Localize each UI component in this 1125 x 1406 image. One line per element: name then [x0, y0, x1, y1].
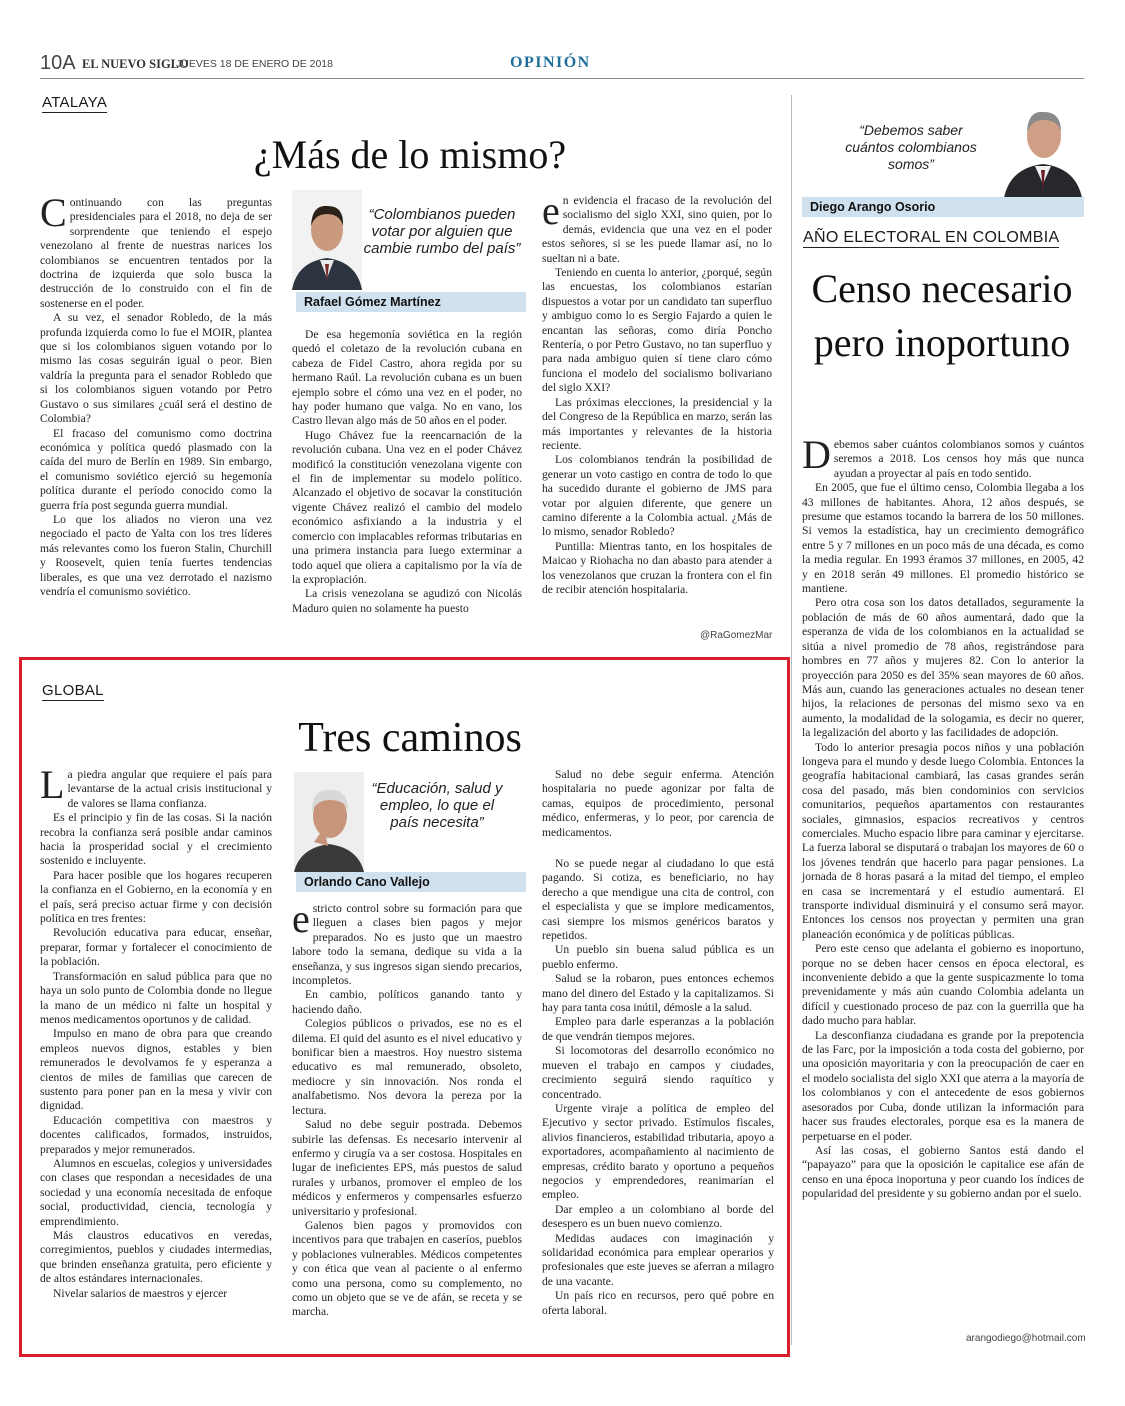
paragraph: Así las cosas, el gobierno Santos está dando el “papayazo” para que la oposición le capitalice ese afán de censo en una época inoportuna y peor cuando los índices de popularidad del presidente y su gobierno andan por el suelo.: [802, 1143, 1084, 1201]
paragraph: En cambio, políticos ganando tanto y haciendo daño.: [292, 988, 522, 1016]
paragraph: Las próximas elecciones, la presidencial y la del Congreso de la República en marzo, serán las más importantes y relevantes de la historia reciente.: [542, 395, 772, 452]
paragraph: Debemos saber cuántos colombianos somos y cuántos seremos a 2018. Los censos hoy más que nunca ayudan a proyectar al país en todo sentido.: [802, 432, 1084, 480]
atalaya-twitter-handle: @RaGomezMar: [700, 630, 773, 641]
atalaya-section-label: ATALAYA: [42, 94, 108, 111]
paragraph: Alumnos en escuelas, colegios y universidades con clases que respondan a necesidades de una sociedad y una economía necesitada de enfoque social, productividad, ciencia, tecnología y emprendimiento.: [40, 1156, 272, 1228]
paragraph: Un país rico en recursos, pero qué pobre en oferta laboral.: [542, 1289, 774, 1317]
paragraph: Puntilla: Mientras tanto, en los hospitales de Maicao y Riohacha no dan abasto para atender a los venezolanos que cruzan la frontera con el fin de recibir atención hospitalaria.: [542, 539, 772, 596]
global-column-2: [292, 896, 522, 1320]
atalaya-column-1: [40, 190, 272, 599]
paragraph: Medidas audaces con imaginación y solidaridad económica para emplear operarios y profesionales que este jueves se aferran a milagro de una vacante.: [542, 1231, 774, 1288]
paragraph: Urgente viraje a política de empleo del Ejecutivo y sector privado. Estímulos fiscales, alivios financieros, estabilidad tributaria, apoyo a exportadores, acompañamiento al nacimiento de empresas, crédito barato y oportuno a pequeños negocios y emprendedores, reanimarían el empleo.: [542, 1101, 774, 1202]
global-pull-quote: “Educación, salud y empleo, lo que el país necesita”: [371, 780, 503, 831]
paragraph: La crisis venezolana se agudizó con Nicolás Maduro quien no solamente ha puesto: [292, 587, 522, 615]
paragraph: La piedra angular que requiere el país para levantarse de la actual crisis institucional y de valores se llama confianza.: [40, 762, 272, 810]
paragraph: En 2005, que fue el último censo, Colombia llegaba a los 43 millones de habitantes. Ahora, 12 años después, se presume que estamos tocando la barrera de los 50 millones. Si vemos la estadística, hay un crecimiento demográfico entre 5 y 7 millones en un poco más de una década, es como la media regular. En 1993 éramos 37 millones, en 2005, 42 y en 2018 serán 49 millones. El promedio histórico se mantiene.: [802, 481, 1084, 596]
paragraph: Colegios públicos o privados, ese no es el dilema. El quid del asunto es el nivel educativo y bonificar bien a maestros. Hoy nuestro sistema educativo es mal remunerado, obsoleto, mediocre y sin innovación. Nos ronda el analfabetismo. Nos devora la pereza por la lectura.: [292, 1017, 522, 1117]
atalaya-column-2: [292, 328, 522, 616]
paragraph: No se puede negar al ciudadano lo que está pagando. Si cotiza, es beneficiario, no hay derecho a que mendigue una cita de control, con el especialista y que se implore medicamentos, casi siempre los mismos genéricos baratos y repetidos.: [542, 857, 774, 943]
author-photo-diego: [1002, 98, 1084, 198]
paragraph: Pero otra cosa son los datos detallados, seguramente la población de más de 60 años aumentará, dado que la esperanza de vida de los colombianos en la actualidad se sitúa a nivel promedio de 78 años, registrándose para hombres en 77 años y mujeres 82. Con lo anterior la proyección para 2050 es del 35% sean mayores de 60 años. Más aun, cuando las generaciones actuales no desean tener hijos, la relaciones de personas del mismo sexo va en aumento, la modalidad de la sologamia, es decir no querer, la legalización del aborto y las facilidades de adopción.: [802, 596, 1084, 740]
paragraph: Impulso en mano de obra para que creando empleos nuevos dignos, estables y bien remunerados le devolvamos fe y esperanza a cientos de miles de familias que carecen de sustento para poner pan en la mesa y vivir con dignidad.: [40, 1027, 272, 1113]
masthead: [40, 50, 1084, 79]
author-photo-orlando: [294, 772, 364, 872]
paragraph: Educación competitiva con maestros y docentes calificados, formados, instruidos, preparados y mejor remunerados.: [40, 1113, 272, 1156]
global-section-label: GLOBAL: [42, 682, 104, 699]
atalaya-author-name: Rafael Gómez Martínez: [296, 292, 526, 312]
paragraph: Nivelar salarios de maestros y ejercer: [53, 1286, 228, 1300]
paragraph: Un pueblo sin buena salud pública es un pueblo enfermo.: [542, 943, 774, 971]
atalaya-pull-quote: “Colombianos pueden votar por alguien que cambie rumbo del país”: [363, 206, 521, 257]
paragraph: en evidencia el fracaso de la revolución del socialismo del siglo XXI, sino quien, por lo demás, evidencia que una vez en el poder estos señores, si se les puede llamar así, no lo sueltan ni a bate.: [542, 188, 772, 265]
global-author-name: Orlando Cano Vallejo: [296, 872, 526, 892]
author-photo-rafael: [292, 190, 362, 290]
global-headline: Tres caminos: [298, 715, 522, 761]
paragraph: A su vez, el senador Robledo, de la más profunda izquierda como lo fue el MOIR, plantea que si los colombianos siguen votando por lo mismo las cosas seguirán igual o peor. Bien valdría la pregunta para el senador Robledo que si los colombianos siguen votando por Petro Gustavo o sus similares ¿cuál será el destino de Colombia?: [40, 311, 272, 426]
global-column-1: [40, 762, 272, 1301]
censo-author-email: arangodiego@hotmail.com: [966, 1333, 1086, 1344]
paragraph: Pero este censo que adelanta el gobierno es inoportuno, porque no se deben hacer censos en época electoral, es inconveniente debido a que la gente suspicazmente lo toma prevenidamente y más aún cuando Colombia adelanta un difícil y cuestionado proceso de paz con la guerrilla que ha dado mucho para hablar.: [802, 942, 1084, 1028]
censo-headline: Censo necesario pero inoportuno: [811, 266, 1073, 365]
censo-pull-quote: “Debemos saber cuántos colombianos somos”: [845, 122, 977, 172]
paragraph: Hugo Chávez fue la reencarnación de la revolución cubana. Una vez en el poder Chávez modificó la constitución venezolana vigente con el fin de implementar su modelo político. Alcanzado el objetivo de socavar la constitución vigente Chávez realizó el cambio del modelo económico asfixiando a la industria y el comercio con implacables reformas tributarias en una primera instancia para luego exterminar a todo aquel que oliera a capitalismo por la vía de la expropiación.: [292, 428, 522, 586]
paragraph: Los colombianos tendrán la posibilidad de generar un voto castigo en contra de todo lo que ha sucedido durante el gobierno de JMS para votar por alguien diferente, que genere un camino diferente a la Colombia actual. ¿Más de lo mismo, senador Robledo?: [542, 453, 772, 539]
paragraph: De esa hegemonía soviética en la región quedó el coletazo de la revolución cubana en cabeza de Fidel Castro, ahora regida por su hermano Raúl. La revolución cubana es un buen ejemplo sobre el cómo una vez en el poder, no hay poder humano que valga. No en vano, los Castro llevan algo más de 50 años en el poder.: [292, 328, 522, 428]
paragraph: Lo que los aliados no vieron una vez negociado el pacto de Yalta con los tres líderes más relevantes como los fueron Stalin, Churchill y Roosevelt, quien tenía fuertes tendencias liberales, es que una vez derrotado el nazismo vendría el comunismo soviético.: [40, 512, 272, 598]
paragraph: Dar empleo a un colombiano al borde del desespero es un buen nuevo comienzo.: [542, 1202, 774, 1231]
paragraph: Empleo para darle esperanzas a la población de que vendrán tiempos mejores.: [542, 1015, 774, 1043]
paragraph: Continuando con las preguntas presidenciales para el 2018, no deja de ser sorprendente que teniendo el espejo venezolano al frente de nuestras narices los colombianos se encuentren tentados por la doctrina de izquierda que solo busca la destrucción de lo construido con el fin de sostenerse en el poder.: [40, 190, 272, 310]
paragraph: Todo lo anterior presagia pocos niños y una población longeva para el mundo y desde luego Colombia. Entonces la geografía habitacional cambiará, las casas grandes serán cosa del pasado, más bien condominios con servicios comunitarios, pequeños apartamentos con restaurantes sociales, gimnasios, espacios recreativos y centros comerciales. Mucho espacio libre para caminar y ejercitarse. La fuerza laboral se disputará o trabajan los mayores de 60 o los jóvenes tendrán que hacerlo para pagar pensiones. La jornada de 8 horas pasará a la mitad del tiempo, el empleo en casa se incrementará y el estudio aumentará. El transporte individual disminuirá y el consumo será mayor. Entonces los censos nos proyectan y permiten una gran planeación económica y de políticas públicas.: [802, 740, 1084, 941]
page-number: 10A: [40, 52, 76, 74]
censo-author-name: Diego Arango Osorio: [802, 197, 1084, 217]
paragraph: Es el principio y fin de las cosas. Si la nación recobra la confianza será posible andar caminos hacia la prosperidad social y el crecimiento sostenido e incluyente.: [40, 811, 272, 868]
paragraph: Salud no debe seguir enferma. Atención hospitalaria no puede agonizar por falta de camas, equipos de procedimiento, personal médico, enfermeras, y lo peor, por carencia de medicamentos.: [542, 768, 774, 839]
paragraph: Salud se la robaron, pues entonces echemos mano del dinero del Estado y la capitalizamos. Si hay para tanta cosa inútil, démosle a la salud.: [542, 972, 774, 1015]
paragraph: El fracaso del comunismo como doctrina económica y política quedó plasmado con la caída del muro de Berlín en 1989. Sin embargo, el comunismo soviético ejerció su hegemonía política durante el período conocido como la guerra fría post segunda guerra mundial.: [40, 426, 272, 512]
paragraph: Para hacer posible que los hogares recuperen la confianza en el Gobierno, en la economía y en el país, será preciso actuar firme y con decisión política en tres frentes:: [40, 868, 272, 926]
atalaya-headline: ¿Más de lo mismo?: [253, 132, 567, 177]
censo-column: [802, 432, 1084, 1202]
paragraph: La desconfianza ciudadana es grande por la prepotencia de las Farc, por la imposición a toda costa del gobierno, por una oposición mayoritaria y con la preocupación de caer en el modelo socialista del siglo XXI que aterra a la mayoría de los colombianos y con el antecedente de esos gobiernos asesorados por Cuba, donde utilizan la información para hacer sus fraudes electorales, porque esa es la manera de perpetuarse en el poder.: [802, 1028, 1084, 1143]
paragraph: Teniendo en cuenta lo anterior, ¿porqué, según las encuestas, los colombianos estarían dispuestos a votar por un candidato tan superfluo y ambiguo como lo es Sergio Fajardo a quien le encantan las señoras, como diría Poncho Rentería, o por Petro Gustavo, no tan superfluo y para nada ambiguo quien sí tiene claro cómo funciona el modelo del socialismo bolivariano del siglo XXI?: [542, 266, 772, 395]
paragraph: Transformación en salud pública para que no haya un solo punto de Colombia donde no llegue la mano de un médico ni falte un hospital y menos medicamentos oportunos y de calidad.: [40, 969, 272, 1026]
paragraph: Salud no debe seguir postrada. Debemos subirle las defensas. Es necesario intervenir al enfermo y cirugía va a ser costosa. Hospitales en lugar de ineficientes EPS, más puestos de salud rurales y urbanos, promover el empleo de los médicos y enfermeros y compensarles esfuerzo universitario y profesional.: [292, 1118, 522, 1218]
issue-date: JUEVES 18 DE ENERO DE 2018: [176, 58, 333, 70]
section-title: OPINIÓN: [510, 54, 591, 71]
global-column-3b: [542, 857, 774, 1318]
paragraph: Si locomotoras del desarrollo económico no mueven el trabajo en campos y ciudades, crecimiento seguirá siendo raquítico y concentrado.: [542, 1044, 774, 1101]
censo-section-label: AÑO ELECTORAL EN COLOMBIA: [803, 229, 1060, 246]
global-column-3a: [542, 768, 774, 840]
paper-name: EL NUEVO SIGLO: [82, 57, 189, 71]
column-divider: [791, 95, 792, 1345]
paragraph: Galenos bien pagos y promovidos con incentivos para que trabajen en caseríos, pueblos y poblaciones vulnerables. Médicos competentes y con ética que vean al paciente o al enfermo como una persona, como su complemento, no como un objeto que se ve de afán, se receta y se marcha.: [292, 1218, 522, 1319]
atalaya-column-3: [542, 188, 772, 597]
paragraph: Revolución educativa para educar, enseñar, preparar, formar y fortalecer el conocimiento de la población.: [40, 926, 272, 969]
paragraph: Más claustros educativos en veredas, corregimientos, pueblos y ciudades intermedias, que brinden enseñanza gratuita, pero eficiente y de altos estándares internacionales.: [40, 1229, 272, 1286]
paragraph: estricto control sobre su formación para que lleguen a clases bien pagos y mejor preparados. No es justo que un maestro labore todo la semana, dedique su vida a la enseñanza, y sus ingresos sigan siendo precarios, incompletos.: [292, 896, 522, 988]
